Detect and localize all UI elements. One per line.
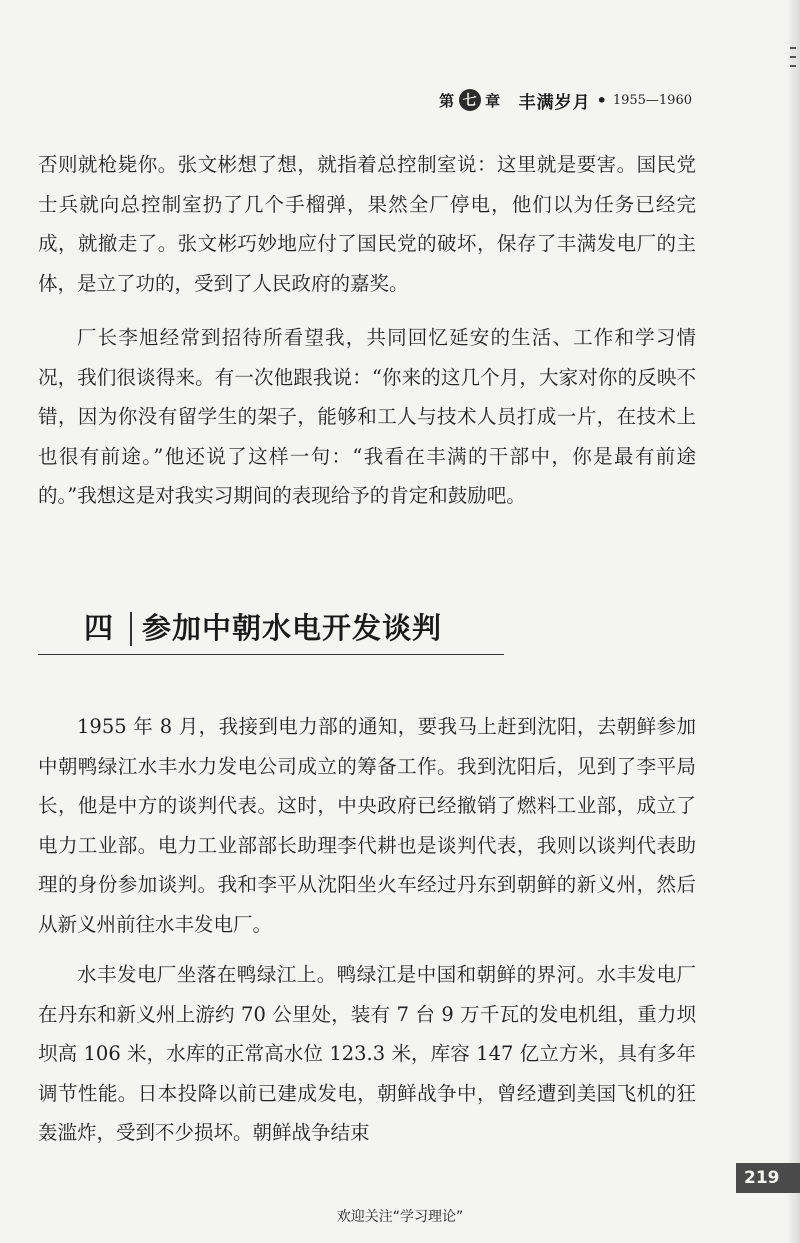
page-edge-shadow: [786, 0, 800, 1243]
body-paragraph-2: 厂长李旭经常到招待所看望我，共同回忆延安的生活、工作和学习情况，我们很谈得来。有一次他跟我说：“你来的这几个月，大家对你的反映不错，因为你没有留学生的架子，能够和工人与技术人员打成一片，在技术上也很有前途。”他还说了这样一句：“我看在丰满的干部中，你是最有前途的。”我想这是对我实习期间的表现给予的肯定和鼓励吧。: [38, 326, 696, 508]
edge-mark: [790, 65, 796, 67]
section-number: 四: [84, 611, 114, 645]
chapter-years: 1955—1960: [612, 92, 692, 108]
page-edge-marks: [788, 40, 798, 160]
section-title: 参加中朝水电开发谈判: [142, 611, 443, 645]
page-number-tab: 219: [736, 1163, 800, 1193]
header-separator-dot: •: [596, 90, 607, 110]
running-header: [435, 86, 692, 114]
chapter-badge: [435, 88, 505, 112]
chapter-char-di: 第: [439, 91, 455, 110]
body-paragraph-1: 否则就枪毙你。张文彬想了想，就指着总控制室说：这里就是要害。国民党士兵就向总控制室扔了几个手榴弹，果然全厂停电，他们以为任务已经完成，就撤走了。张文彬巧妙地应付了国民党的破坏，保存了丰满发电厂的主体，是立了功的，受到了人民政府的嘉奖。: [38, 153, 696, 295]
body-paragraph-3: 1955 年 8 月，我接到电力部的通知，要我马上赶到沈阳，去朝鲜参加中朝鸭绿江水丰水力发电公司成立的筹备工作。我到沈阳后，见到了李平局长，他是中方的谈判代表。这时，中央政府已经撤销了燃料工业部，成立了电力工业部。电力工业部部长助理李代耕也是谈判代表，我则以谈判代表助理的身份参加谈判。我和李平从沈阳坐火车经过丹东到朝鲜的新义州，然后从新义州前往水丰发电厂。: [38, 715, 696, 936]
chapter-char-number: 七: [459, 89, 481, 111]
chapter-char-zhang: 章: [485, 91, 501, 110]
body-paragraph-4: 水丰发电厂坐落在鸭绿江上。鸭绿江是中国和朝鲜的界河。水丰发电厂在丹东和新义州上游约 70 公里处，装有 7 台 9 万千瓦的发电机组，重力坝坝高 106 米，水库的正常高水位 123.3 米，库容 147 亿立方米，具有多年调节性能。日本投降以前已建成发电，朝鲜战争中，曾经遭到美国飞机的狂轰滥炸，受到不少损坏。朝鲜战争结束: [38, 963, 696, 1145]
chapter-title: 丰满岁月: [518, 92, 591, 113]
section-divider: [130, 612, 132, 646]
edge-mark: [790, 56, 796, 58]
footer-watermark-text: 欢迎关注“学习理论”: [336, 1209, 464, 1225]
section-heading: [38, 604, 504, 655]
edge-mark: [790, 47, 796, 49]
